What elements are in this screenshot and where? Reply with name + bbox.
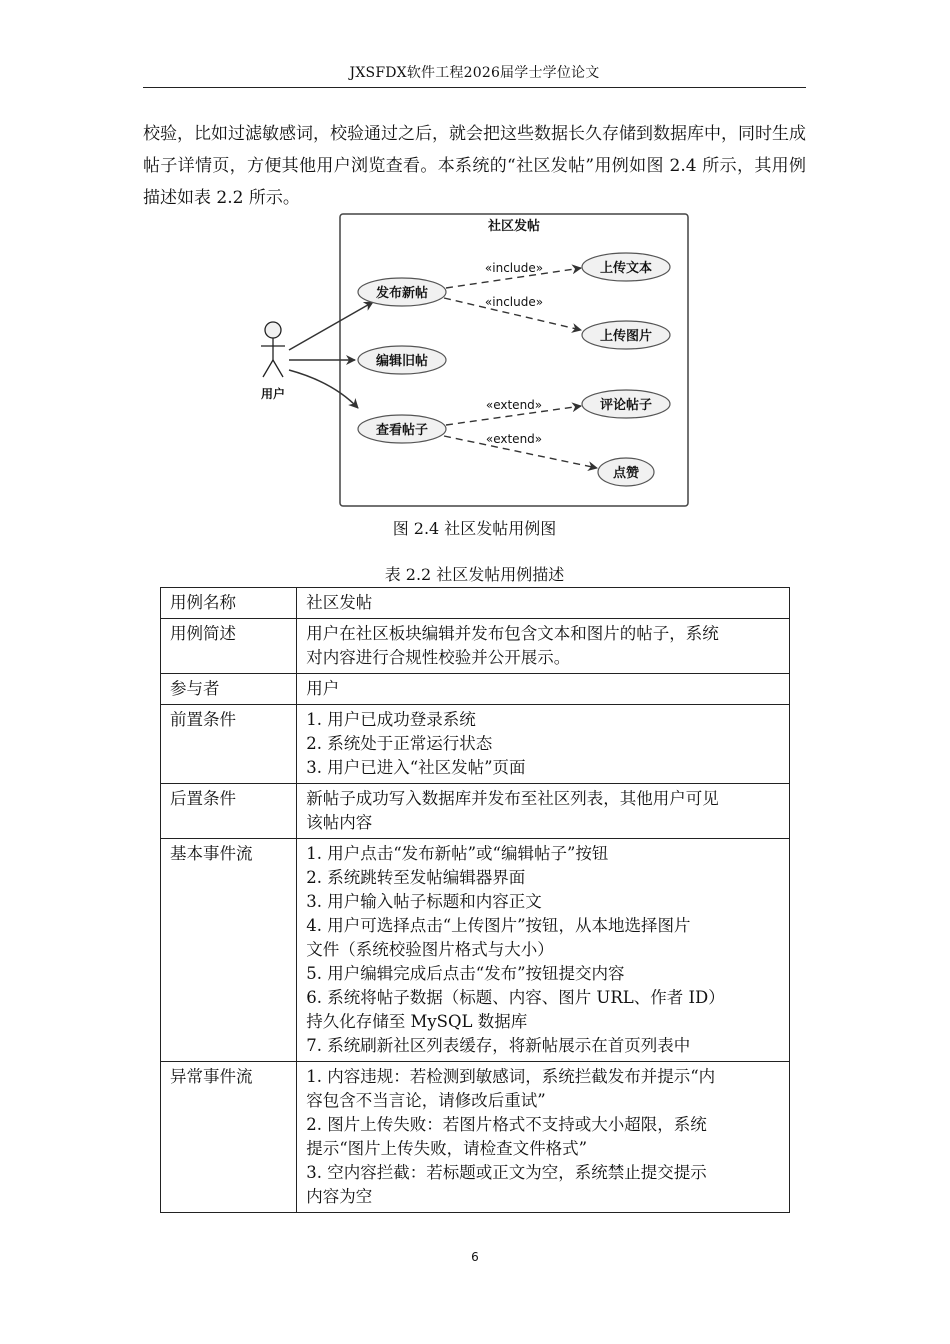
use-case-like — [598, 458, 654, 486]
row-key: 前置条件 — [161, 705, 297, 784]
system-title: 社区发帖 — [487, 219, 541, 234]
row-value-line: 1. 用户点击“发布新帖”或“编辑帖子”按钮 — [306, 844, 609, 863]
use-case-comment-post — [582, 390, 670, 418]
row-value-line: 内容为空 — [306, 1187, 373, 1206]
extend-label-1: «extend» — [485, 398, 543, 412]
row-value-line: 2. 系统跳转至发帖编辑器界面 — [306, 868, 526, 887]
table-row — [161, 705, 790, 784]
row-value — [297, 674, 790, 705]
row-value-line: 3. 用户已进入“社区发帖”页面 — [306, 758, 526, 777]
use-case-description-table — [160, 587, 790, 1213]
row-value-line: 社区发帖 — [306, 593, 373, 612]
row-value-line: 用户在社区板块编辑并发布包含文本和图片的帖子，系统 — [306, 624, 719, 643]
header-rule — [143, 87, 806, 88]
row-value-line: 提示“图片上传失败，请检查文件格式” — [306, 1139, 588, 1158]
row-key: 用例简述 — [161, 619, 297, 674]
row-value — [297, 588, 790, 619]
row-value — [297, 1062, 790, 1213]
row-value-line: 4. 用户可选择点击“上传图片”按钮，从本地选择图片 — [306, 916, 691, 935]
use-case-post-new — [358, 278, 446, 306]
use-case-like-label: 点赞 — [612, 466, 640, 481]
body-text — [143, 118, 806, 214]
row-value-line: 5. 用户编辑完成后点击“发布”按钮提交内容 — [306, 964, 625, 983]
row-value-line: 2. 系统处于正常运行状态 — [306, 734, 493, 753]
row-value-line: 对内容进行合规性校验并公开展示。 — [306, 648, 571, 667]
row-value-line: 1. 用户已成功登录系统 — [306, 710, 476, 729]
row-value — [297, 619, 790, 674]
body-paragraph: 校验，比如过滤敏感词，校验通过之后，就会把这些数据长久存储到数据库中，同时生成帖子详情页，方便其他用户浏览查看。本系统的“社区发帖”用例如图 2.4 所示，其用例描述如表 2.2 所示。 — [143, 124, 806, 208]
row-key: 基本事件流 — [161, 839, 297, 1062]
row-value-line: 1. 内容违规：若检测到敏感词，系统拦截发布并提示“内 — [306, 1067, 716, 1086]
row-value-line: 该帖内容 — [306, 813, 373, 832]
include-label-2: «include» — [484, 295, 544, 309]
row-value-line: 7. 系统刷新社区列表缓存，将新帖展示在首页列表中 — [306, 1036, 691, 1055]
use-case-diagram — [255, 210, 695, 510]
actor-icon — [261, 322, 285, 377]
row-value — [297, 839, 790, 1062]
use-case-upload-text-label: 上传文本 — [599, 261, 653, 276]
row-key: 参与者 — [161, 674, 297, 705]
table-row — [161, 839, 790, 1062]
page-number: 6 — [471, 1250, 479, 1264]
row-key: 异常事件流 — [161, 1062, 297, 1213]
use-case-view-post-label: 查看帖子 — [375, 423, 429, 438]
table-row — [161, 674, 790, 705]
row-value-line: 持久化存储至 MySQL 数据库 — [306, 1012, 528, 1031]
table-row — [161, 588, 790, 619]
row-key: 用例名称 — [161, 588, 297, 619]
row-value — [297, 784, 790, 839]
row-value-line: 3. 空内容拦截：若标题或正文为空，系统禁止提交提示 — [306, 1163, 707, 1182]
table-row — [161, 1062, 790, 1213]
use-case-post-new-label: 发布新帖 — [375, 286, 429, 301]
row-value — [297, 705, 790, 784]
include-label-1: «include» — [484, 261, 544, 275]
row-value-line: 用户 — [306, 679, 340, 698]
row-value-line: 2. 图片上传失败：若图片格式不支持或大小超限，系统 — [306, 1115, 707, 1134]
extend-label-2: «extend» — [485, 432, 543, 446]
figure-caption: 图 2.4 社区发帖用例图 — [392, 519, 557, 538]
use-case-edit-old — [358, 346, 446, 374]
row-value-line: 新帖子成功写入数据库并发布至社区列表，其他用户可见 — [306, 789, 719, 808]
use-case-edit-old-label: 编辑旧帖 — [375, 354, 429, 369]
row-key: 后置条件 — [161, 784, 297, 839]
row-value-line: 6. 系统将帖子数据（标题、内容、图片 URL、作者 ID） — [306, 988, 725, 1007]
table-row — [161, 619, 790, 674]
table-row — [161, 784, 790, 839]
actor-label: 用户 — [260, 387, 286, 401]
use-case-upload-text — [582, 253, 670, 281]
row-value-line: 文件（系统校验图片格式与大小） — [306, 940, 554, 959]
use-case-upload-image-label: 上传图片 — [599, 329, 653, 344]
row-value-line: 容包含不当言论，请修改后重试” — [306, 1091, 546, 1110]
row-value-line: 3. 用户输入帖子标题和内容正文 — [306, 892, 542, 911]
use-case-view-post — [358, 415, 446, 443]
running-header: JXSFDX软件工程2026届学士学位论文 — [349, 65, 600, 81]
use-case-upload-image — [582, 321, 670, 349]
table-caption: 表 2.2 社区发帖用例描述 — [384, 565, 565, 584]
use-case-comment-post-label: 评论帖子 — [599, 398, 653, 413]
